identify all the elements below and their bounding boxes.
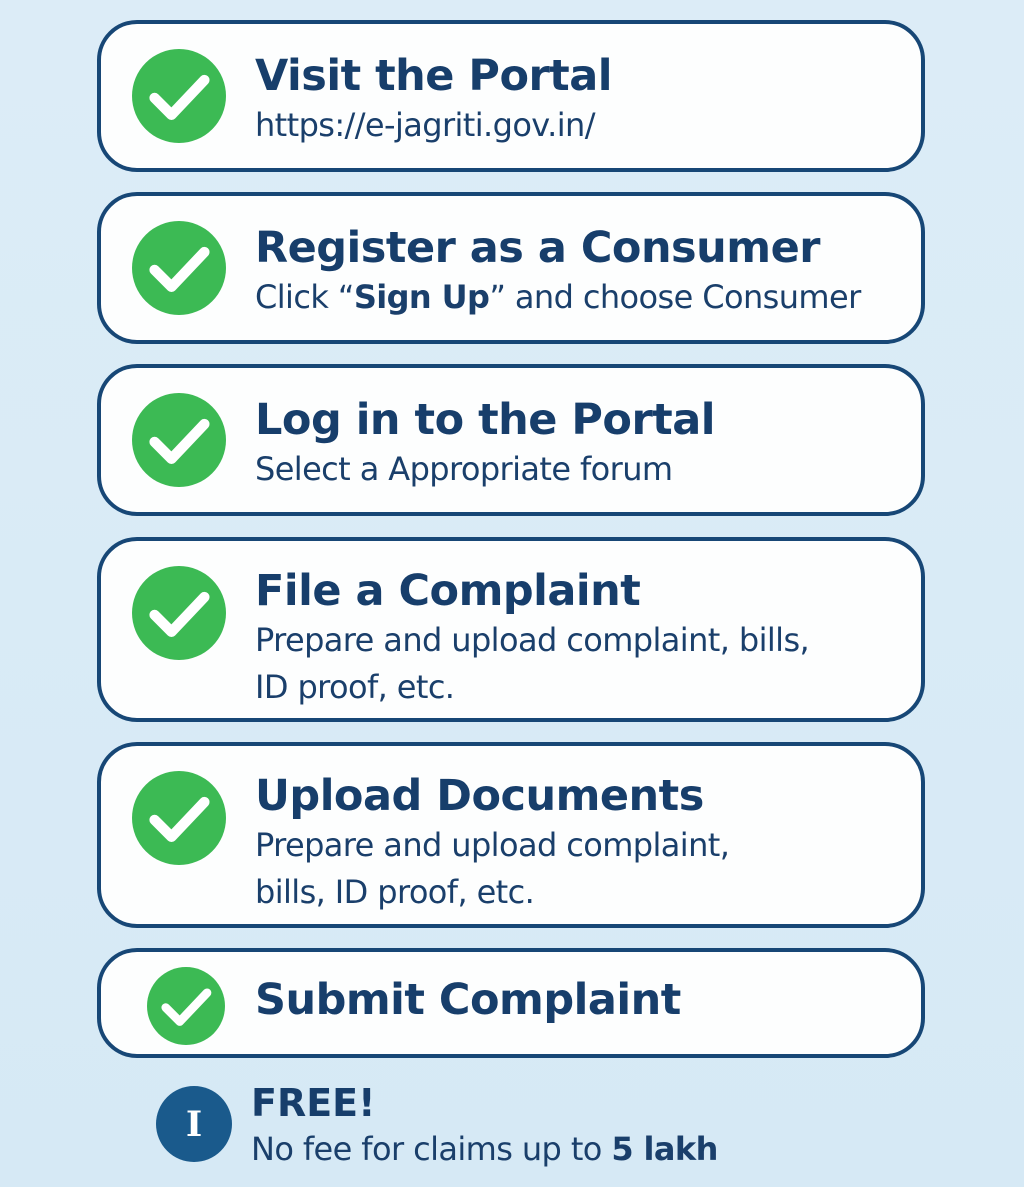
free-desc-amount: 5 lakh <box>611 1130 718 1168</box>
free-title: FREE! <box>251 1081 376 1125</box>
step-card-submit-complaint <box>97 948 925 1058</box>
step-title: File a Complaint <box>255 566 641 616</box>
step-title: Visit the Portal <box>255 51 612 101</box>
step-description-line: ID proof, etc. <box>255 668 455 706</box>
info-icon <box>156 1086 232 1162</box>
step-title: Upload Documents <box>255 771 704 821</box>
step-card-upload-documents <box>97 742 925 928</box>
step-card-register <box>97 192 925 344</box>
step-title: Log in to the Portal <box>255 395 715 445</box>
check-circle-icon <box>147 967 225 1045</box>
step-card-visit-portal <box>97 20 925 172</box>
check-circle-icon <box>132 771 226 865</box>
step-title: Register as a Consumer <box>255 223 820 273</box>
step-description-line: bills, ID proof, etc. <box>255 873 535 911</box>
free-desc-text: No fee for claims up to <box>251 1130 612 1168</box>
desc-text: Click “ <box>255 278 354 316</box>
free-notice <box>251 1080 718 1172</box>
desc-text: ” and choose Consumer <box>489 278 861 316</box>
info-icon-glyph: I <box>185 1104 203 1146</box>
check-circle-icon <box>132 566 226 660</box>
step-card-file-complaint <box>97 537 925 722</box>
step-description: Select a Appropriate forum <box>255 450 673 488</box>
step-description <box>255 274 901 321</box>
desc-bold-text: Sign Up <box>353 278 490 316</box>
step-title: Submit Complaint <box>255 975 681 1025</box>
step-description-line: Prepare and upload complaint, bills, <box>255 621 810 659</box>
free-description <box>251 1126 718 1172</box>
check-circle-icon <box>132 49 226 143</box>
step-card-login <box>97 364 925 516</box>
step-description-line: Prepare and upload complaint, <box>255 826 730 864</box>
portal-url: https://e-jagriti.gov.in/ <box>255 106 595 144</box>
check-circle-icon <box>132 221 226 315</box>
check-circle-icon <box>132 393 226 487</box>
